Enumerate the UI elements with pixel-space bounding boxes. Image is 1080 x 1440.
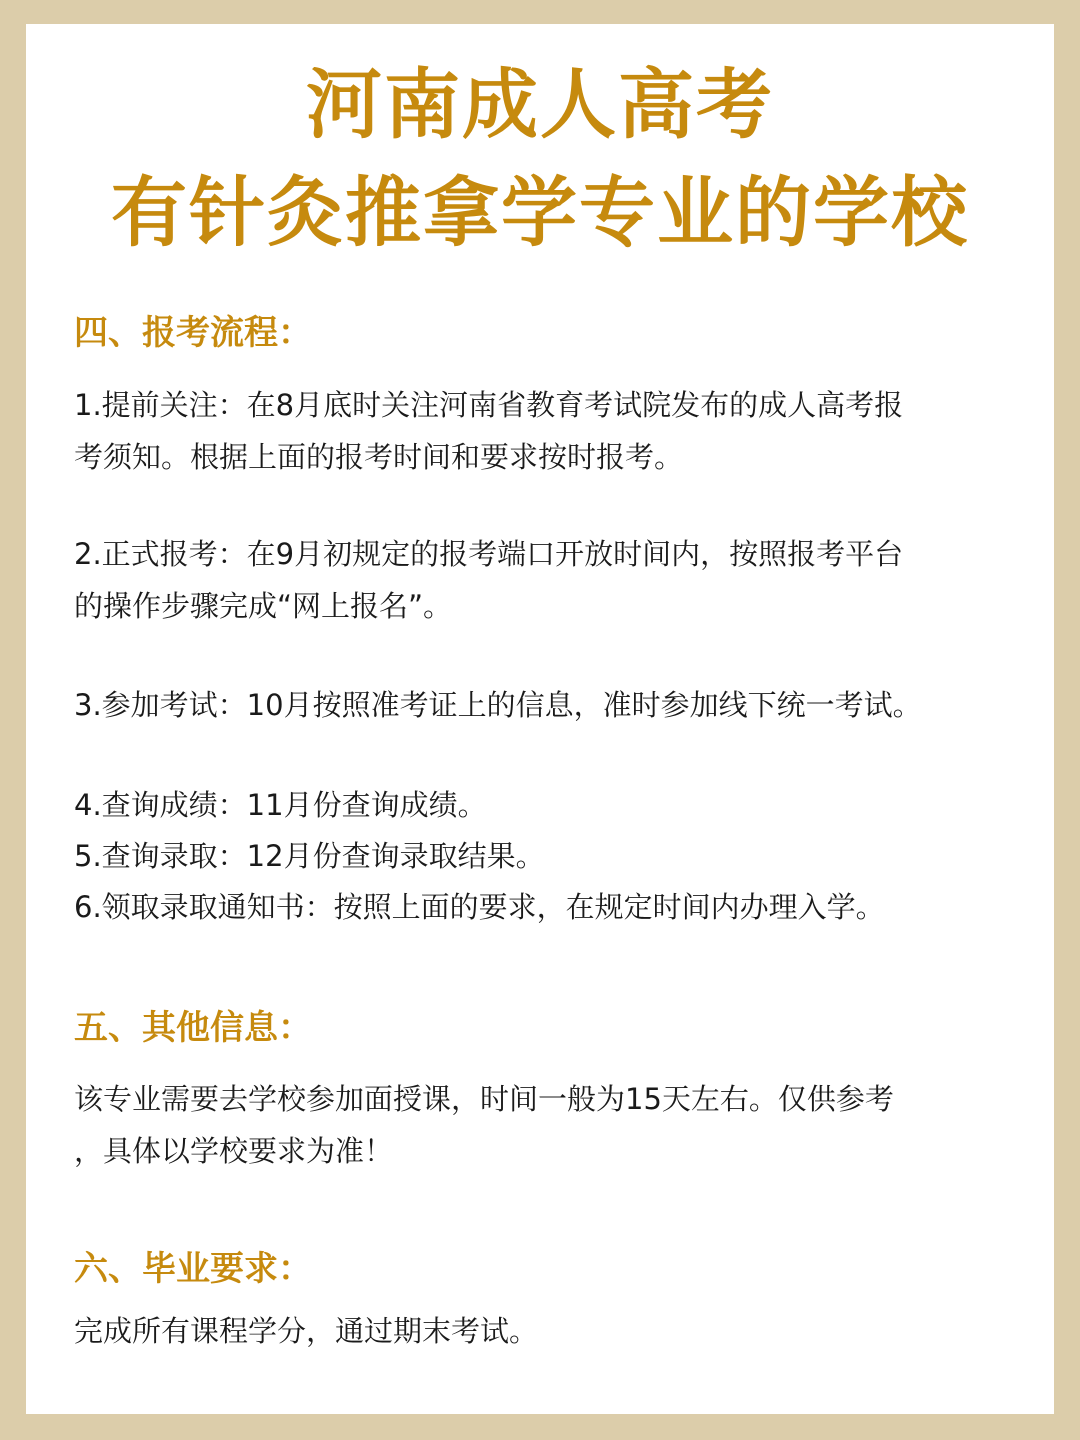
process-item-3: 3.参加考试：10月按照准考证上的信息，准时参加线下统一考试。: [74, 688, 922, 722]
section-heading-graduation-requirements: 六、毕业要求：: [74, 1249, 312, 1289]
page-title-line-1: 河南成人高考: [306, 60, 774, 149]
page-title-line-2: 有针灸推拿学专业的学校: [111, 168, 969, 257]
process-item-1-line-1: 1.提前关注：在8月底时关注河南省教育考试院发布的成人高考报: [74, 388, 904, 422]
process-item-6: 6.领取录取通知书：按照上面的要求，在规定时间内办理入学。: [74, 890, 885, 924]
graduation-requirement-line-1: 完成所有课程学分，通过期末考试。: [74, 1314, 539, 1348]
other-info-line-1: 该专业需要去学校参加面授课，时间一般为15天左右。仅供参考: [74, 1082, 894, 1116]
section-heading-registration-process: 四、报考流程：: [74, 313, 312, 353]
process-item-1-line-2: 考须知。根据上面的报考时间和要求按时报考。: [74, 440, 684, 474]
content-card: [26, 24, 1054, 1414]
process-item-5: 5.查询录取：12月份查询录取结果。: [74, 839, 545, 873]
process-item-4: 4.查询成绩：11月份查询成绩。: [74, 788, 487, 822]
process-item-2-line-1: 2.正式报考：在9月初规定的报考端口开放时间内，按照报考平台: [74, 537, 904, 571]
process-item-2-line-2: 的操作步骤完成“网上报名”。: [74, 589, 453, 623]
other-info-line-2: ，具体以学校要求为准！: [74, 1134, 394, 1168]
section-heading-other-info: 五、其他信息：: [74, 1008, 312, 1048]
